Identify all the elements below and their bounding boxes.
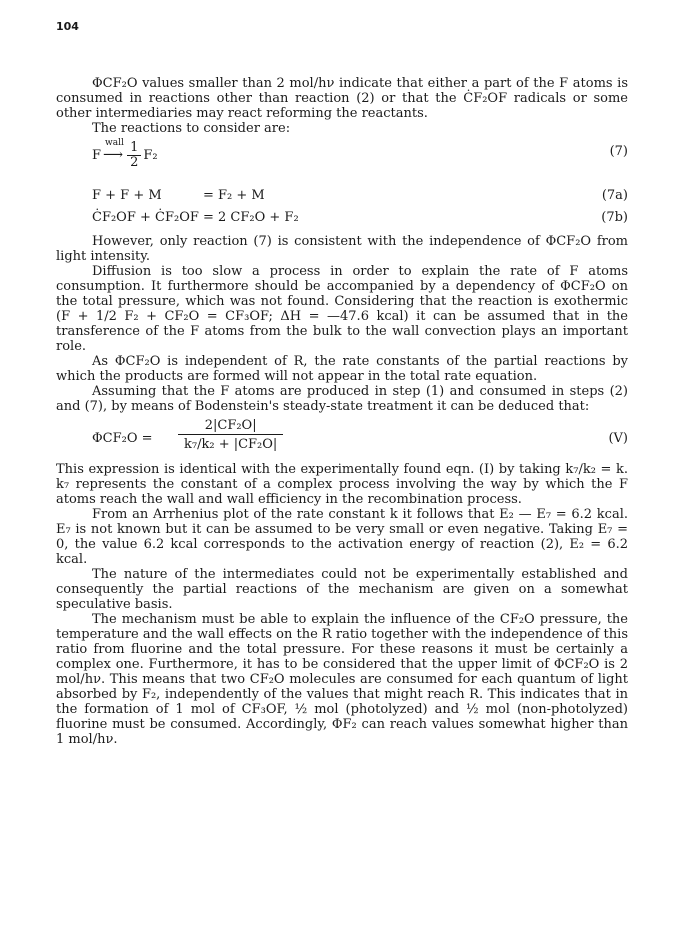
equation-7-lhs: F: [92, 148, 102, 163]
equation-V-lhs: ΦCF₂O =: [92, 431, 153, 446]
equation-V-numerator: 2|CF₂O|: [178, 418, 283, 435]
equation-7a-text: F + F + M = F₂ + M: [92, 188, 265, 203]
page-number: 104: [56, 20, 79, 33]
wall-arrow: [103, 138, 124, 167]
paragraph-6: Assuming that the F atoms are produced in step (1) and consumed in steps (2) and (7), by means of Bodenstein's steady-state treatment it can be deduced that:: [56, 384, 628, 414]
equation-V-denominator: k₇/k₂ + |CF₂O|: [184, 437, 278, 452]
equation-7-rhs: F₂: [143, 148, 158, 163]
equation-7: [56, 138, 628, 185]
arrow-label: wall: [105, 138, 124, 148]
paragraph-3: However, only reaction (7) is consistent with the independence of ΦCF₂O from light intensity.: [56, 234, 628, 264]
equation-7b-number: (7b): [601, 210, 628, 225]
equation-7a-number: (7a): [601, 188, 628, 203]
paragraph-7: This expression is identical with the experimentally found eqn. (I) by taking k₇/k₂ = k. k₇ represents the constant of a complex process involving the way by which the F atoms reach the wall and wall efficiency in the recombination process.: [56, 462, 628, 507]
equation-V-number: (V): [608, 431, 628, 446]
equation-V-fraction: [178, 418, 283, 452]
arrow-icon: ⟶: [103, 147, 124, 163]
paragraph-1: ΦCF₂O values smaller than 2 mol/hν indicate that either a part of the F atoms is consumed in reactions other than reaction (2) or that the ĊF₂OF radicals or some other intermediaries may react reforming the reactants.: [56, 76, 628, 121]
equation-7b-text: ĊF₂OF + ĊF₂OF = 2 CF₂O + F₂: [92, 210, 299, 225]
equation-7b: [56, 207, 628, 229]
half-fraction: [127, 141, 141, 170]
body-text: [56, 76, 628, 747]
paragraph-4: Diffusion is too slow a process in order to explain the rate of F atoms consumption. It furthermore should be accompanied by a dependency of ΦCF₂O on the total pressure, which was not found. Considering that the reaction is exothermic (F + 1/2 F₂ + CF₂O = CF₃OF; ΔH = —47.6 kcal) it can be assumed that in the transference of the F atoms from the bulk to the wall convection plays an important role.: [56, 264, 628, 354]
paragraph-10: The mechanism must be able to explain the influence of the CF₂O pressure, the temperature and the wall effects on the R ratio together with the independence of this ratio from fluorine and the total pressure. For these reasons it must be certainly a complex one. Furthermore, it has to be considered that the upper limit of ΦCF₂O is 2 mol/hν. This means that two CF₂O molecules are consumed for each quantum of light absorbed by F₂, independently of the values that might reach R. This indicates that in the formation of 1 mol of CF₃OF, ½ mol (photolyzed) and ½ mol (non-photolyzed) fluorine must be consumed. Accordingly, ΦF₂ can reach values somewhat higher than 1 mol/hν.: [56, 612, 628, 747]
equation-7-number: (7): [609, 144, 628, 159]
paragraph-2: The reactions to consider are:: [92, 121, 291, 136]
paragraph-9: The nature of the intermediates could not be experimentally established and consequently the partial reactions of the mechanism are given on a somewhat speculative basis.: [56, 567, 628, 612]
paragraph-5: As ΦCF₂O is independent of R, the rate constants of the partial reactions by which the products are formed will not appear in the total rate equation.: [56, 354, 628, 384]
equation-7a: [56, 185, 628, 207]
paragraph-8: From an Arrhenius plot of the rate constant k it follows that E₂ — E₇ = 6.2 kcal. E₇ is not known but it can be assumed to be very small or even negative. Taking E₇ = 0, the value 6.2 kcal corresponds to the activation energy of reaction (2), E₂ = 6.2 kcal.: [56, 507, 628, 567]
equation-V: [56, 418, 628, 458]
fraction-numerator: 1: [127, 141, 141, 156]
fraction-denominator: 2: [130, 155, 139, 170]
